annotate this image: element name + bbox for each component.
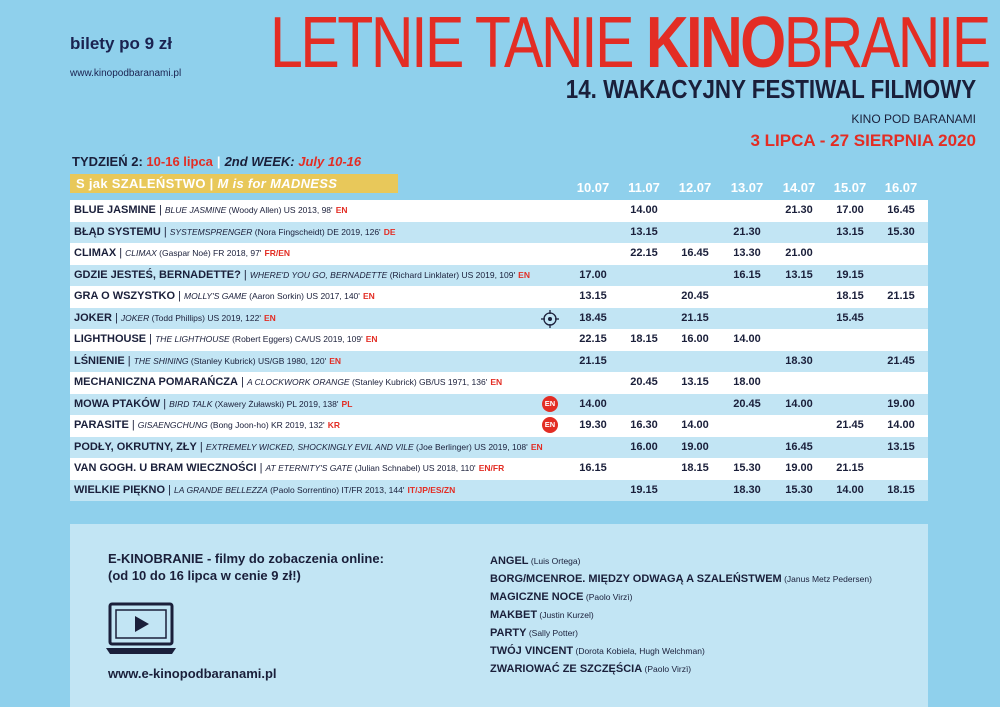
table-row <box>70 480 928 502</box>
theme-en: M is for MADNESS <box>217 176 338 191</box>
online-film-title: PARTY <box>490 627 527 639</box>
showtime[interactable]: 21.15 <box>579 354 607 367</box>
showtime[interactable]: 21.45 <box>836 419 864 431</box>
showtime[interactable]: 18.15 <box>681 462 709 474</box>
schedule-table <box>70 200 928 501</box>
showtime[interactable]: 16.15 <box>733 268 761 281</box>
online-film-title: MAGICZNE NOCE <box>490 591 584 603</box>
table-row <box>70 200 928 222</box>
film-title: LIGHTHOUSE <box>74 333 147 345</box>
title-part-1: LETNIE TANIE <box>270 3 646 83</box>
film-meta <box>184 291 360 301</box>
online-film-item <box>490 645 910 663</box>
showtime[interactable]: 14.00 <box>785 397 813 410</box>
day-header: 16.07 <box>884 180 918 195</box>
film-language: PL <box>341 398 353 409</box>
showtime[interactable]: 19.00 <box>681 440 709 453</box>
film-language: EN <box>518 269 530 280</box>
film-meta <box>155 334 363 344</box>
online-film-director: (Luis Ortega) <box>528 556 581 566</box>
film-title: MECHANICZNA POMARAŃCZA <box>74 376 238 388</box>
showtime[interactable]: 16.00 <box>681 333 709 345</box>
film-meta <box>121 313 261 323</box>
showtime[interactable]: 21.15 <box>681 311 709 324</box>
festival-subtitle: 14. WAKACYJNY FESTIWAL FILMOWY <box>565 74 976 104</box>
online-film-item <box>490 627 910 645</box>
laptop-play-icon <box>106 602 176 656</box>
festival-dates: 3 LIPCA - 27 SIERPNIA 2020 <box>750 131 976 150</box>
day-header: 11.07 <box>628 180 660 195</box>
website-link[interactable]: www.kinopodbaranami.pl <box>70 68 182 79</box>
film-meta <box>174 485 404 495</box>
film-original-title: EXTREMELY WICKED, SHOCKINGLY EVIL AND VILE <box>205 441 414 452</box>
online-film-director: (Dorota Kobiela, Hugh Welchman) <box>573 646 705 656</box>
film-credits: (Xawery Żuławski) PL 2019, 138' <box>212 398 339 409</box>
film-language: EN <box>490 377 503 387</box>
film-title: GDZIE JESTEŚ, BERNADETTE? <box>74 268 241 281</box>
film-meta <box>134 356 326 366</box>
showtime[interactable]: 15.45 <box>836 311 864 324</box>
table-row <box>70 394 928 416</box>
film-meta <box>165 205 333 215</box>
online-film-director: (Sally Potter) <box>526 628 578 638</box>
film-credits: (Gaspar Noé) FR 2018, 97' <box>156 248 262 258</box>
film-title: BŁĄD SYSTEMU <box>74 225 161 238</box>
film-credits: (Todd Phillips) US 2019, 122' <box>149 312 261 323</box>
film-info: GDZIE JESTEŚ, BERNADETTE? | WHERE'D YOU GO, BERNADETTE (Richard Linklater) US 2019, 109' EN <box>74 268 530 281</box>
film-credits: (Nora Fingscheidt) DE 2019, 126' <box>252 226 381 237</box>
film-language: IT/JP/ES/ZN <box>407 484 456 495</box>
showtime[interactable]: 14.00 <box>681 419 709 431</box>
film-title: BLUE JASMINE <box>74 204 156 216</box>
online-film-item <box>490 609 910 627</box>
online-film-director: (Justin Kurzel) <box>537 610 594 620</box>
showtime[interactable]: 17.00 <box>836 204 864 216</box>
week-dates-en: July 10-16 <box>298 154 362 169</box>
film-info: VAN GOGH. U BRAM WIECZNOŚCI | AT ETERNITY'S GATE (Julian Schnabel) US 2018, 110' EN/FR <box>74 462 505 474</box>
online-film-title: BORG/MCENROE. MIĘDZY ODWAGĄ A SZALEŃSTWEM <box>490 573 782 585</box>
showtime[interactable]: 20.45 <box>733 397 761 410</box>
title-part-2: BRANIE <box>783 3 989 83</box>
showtime[interactable]: 14.00 <box>887 419 915 431</box>
film-original-title: MOLLY'S GAME <box>184 291 247 301</box>
film-info: MECHANICZNA POMARAŃCZA | A CLOCKWORK ORANGE (Stanley Kubrick) GB/US 1971, 136' EN <box>74 376 503 388</box>
film-title: GRA O WSZYSTKO <box>74 290 176 302</box>
table-row <box>70 243 928 265</box>
showtime[interactable]: 19.30 <box>579 419 607 431</box>
film-credits: (Paolo Sorrentino) IT/FR 2013, 144' <box>267 484 405 495</box>
online-film-item <box>490 663 910 681</box>
film-credits: (Bong Joon-ho) KR 2019, 132' <box>207 420 325 430</box>
showtime[interactable]: 14.00 <box>630 204 658 216</box>
online-film-director: (Janus Metz Pedersen) <box>781 574 872 584</box>
showtime[interactable]: 16.45 <box>887 204 915 216</box>
film-info: GRA O WSZYSTKO | MOLLY'S GAME (Aaron Sorkin) US 2017, 140' EN <box>74 290 375 302</box>
showtime[interactable]: 22.15 <box>630 247 658 259</box>
showtime[interactable]: 18.15 <box>836 290 864 302</box>
festival-title <box>270 3 989 83</box>
film-meta <box>138 420 325 430</box>
film-original-title: JOKER <box>120 312 150 323</box>
showtime[interactable]: 21.15 <box>887 290 915 302</box>
week-separator: | <box>216 154 221 169</box>
online-film-list <box>490 555 910 681</box>
film-credits: (Stanley Kubrick) US/GB 1980, 120' <box>188 355 327 366</box>
film-meta <box>206 442 528 452</box>
film-original-title: A CLOCKWORK ORANGE <box>246 377 350 387</box>
film-title: VAN GOGH. U BRAM WIECZNOŚCI <box>74 462 257 474</box>
en-subtitles-badge: EN <box>542 396 558 412</box>
theme-pl: S jak SZALEŃSTWO <box>76 176 206 191</box>
e-kinobranie-title-line-2: (od 10 do 16 lipca w cenie 9 zł!) <box>108 568 301 583</box>
film-info: JOKER | JOKER (Todd Phillips) US 2019, 122' EN <box>74 311 276 324</box>
film-info: PODŁY, OKRUTNY, ZŁY | EXTREMELY WICKED, SHOCKINGLY EVIL AND VILE (Joe Berlinger) US 2019, 108' EN <box>74 440 543 453</box>
showtime[interactable]: 22.15 <box>579 333 607 345</box>
week-dates-pl: 10-16 lipca <box>146 154 213 169</box>
film-original-title: THE LIGHTHOUSE <box>155 334 230 344</box>
film-original-title: CLIMAX <box>125 248 157 258</box>
showtime[interactable]: 18.15 <box>630 333 658 345</box>
theme-banner <box>70 174 398 193</box>
film-credits: (Robert Eggers) CA/US 2019, 109' <box>229 334 363 344</box>
title-bold: KINO <box>645 3 784 83</box>
film-title: PODŁY, OKRUTNY, ZŁY <box>74 440 197 453</box>
table-row <box>70 329 928 351</box>
film-original-title: THE SHINING <box>133 355 189 366</box>
showtime[interactable]: 18.30 <box>785 354 813 367</box>
film-credits: (Stanley Kubrick) GB/US 1971, 136' <box>349 377 488 387</box>
day-header: 15.07 <box>833 180 867 195</box>
table-row <box>70 351 928 373</box>
e-kinobranie-title-line-1: E-KINOBRANIE - filmy do zobaczenia online: <box>108 551 384 566</box>
film-credits: (Julian Schnabel) US 2018, 110' <box>352 463 476 473</box>
showtime[interactable]: 19.00 <box>887 397 915 410</box>
film-language: DE <box>383 226 396 237</box>
film-title: WIELKIE PIĘKNO <box>74 483 166 496</box>
showtime[interactable]: 21.00 <box>785 247 813 259</box>
film-info: LŚNIENIE | THE SHINING (Stanley Kubrick) US/GB 1980, 120' EN <box>74 354 342 367</box>
showtime[interactable]: 21.15 <box>836 462 864 474</box>
film-meta <box>250 270 515 280</box>
showtime[interactable]: 15.30 <box>785 483 813 496</box>
film-language: EN <box>530 441 543 452</box>
online-film-title: ZWARIOWAĆ ZE SZCZĘŚCIA <box>490 663 643 675</box>
film-info: LIGHTHOUSE | THE LIGHTHOUSE (Robert Eggers) CA/US 2019, 109' EN <box>74 333 378 345</box>
showtime[interactable]: 14.00 <box>579 397 607 410</box>
ticket-price: bilety po 9 zł <box>70 34 173 53</box>
crosshair-icon <box>541 310 559 328</box>
showtime[interactable]: 19.15 <box>836 268 864 281</box>
showtime[interactable]: 20.45 <box>681 290 709 302</box>
showtime[interactable]: 18.15 <box>887 483 915 496</box>
film-language: EN <box>329 355 342 366</box>
showtime[interactable]: 19.00 <box>785 462 813 474</box>
showtime[interactable]: 16.45 <box>785 440 813 453</box>
film-title: LŚNIENIE <box>74 354 125 367</box>
table-row <box>70 308 928 330</box>
film-info: MOWA PTAKÓW | BIRD TALK (Xawery Żuławski) PL 2019, 138' PL <box>74 397 353 410</box>
film-original-title: LA GRANDE BELLEZZA <box>174 484 268 495</box>
showtime[interactable]: 21.30 <box>733 225 761 238</box>
showtime[interactable]: 18.30 <box>733 483 761 496</box>
showtime[interactable]: 16.45 <box>681 247 709 259</box>
online-film-director: (Paolo Virzì) <box>642 664 692 674</box>
showtime[interactable]: 18.00 <box>733 376 761 388</box>
online-film-title: TWÓJ VINCENT <box>490 645 574 657</box>
film-credits: (Joe Berlinger) US 2019, 108' <box>413 441 528 452</box>
showtime[interactable]: 14.00 <box>733 333 761 345</box>
film-meta <box>247 377 487 387</box>
table-row <box>70 437 928 459</box>
theme-separator: | <box>205 176 218 191</box>
showtime[interactable]: 13.15 <box>785 268 813 281</box>
film-info: BLUE JASMINE | BLUE JASMINE (Woody Allen) US 2013, 98' EN <box>74 204 348 216</box>
online-film-title: ANGEL <box>490 555 529 567</box>
film-info: PARASITE | GISAENGCHUNG (Bong Joon-ho) KR 2019, 132' KR <box>74 419 340 431</box>
online-film-item <box>490 591 910 609</box>
showtime[interactable]: 13.15 <box>887 440 915 453</box>
day-header: 12.07 <box>678 180 712 195</box>
film-language: EN <box>362 291 375 301</box>
film-credits: (Aaron Sorkin) US 2017, 140' <box>246 291 360 301</box>
showtime[interactable]: 21.45 <box>887 354 915 367</box>
film-title: PARASITE <box>74 419 129 431</box>
showtime[interactable]: 13.15 <box>630 225 658 238</box>
table-row <box>70 286 928 308</box>
e-kinobranie-url[interactable]: www.e-kinopodbaranami.pl <box>108 666 277 681</box>
showtime[interactable]: 16.00 <box>630 440 658 453</box>
film-original-title: AT ETERNITY'S GATE <box>265 463 353 473</box>
film-original-title: BLUE JASMINE <box>164 205 227 215</box>
film-title: JOKER <box>74 311 112 324</box>
film-info: WIELKIE PIĘKNO | LA GRANDE BELLEZZA (Paolo Sorrentino) IT/FR 2013, 144' IT/JP/ES/ZN <box>74 483 456 496</box>
showtime[interactable]: 13.15 <box>681 376 709 388</box>
film-language: FR/EN <box>264 248 290 258</box>
film-title: CLIMAX <box>74 247 117 259</box>
showtime[interactable]: 21.30 <box>785 204 813 216</box>
online-film-item <box>490 573 910 591</box>
day-header-row <box>568 180 928 198</box>
film-meta <box>169 399 338 409</box>
online-film-director: (Paolo Virzì) <box>583 592 633 602</box>
table-row <box>70 415 928 437</box>
day-header: 10.07 <box>576 180 610 195</box>
film-language: EN <box>365 334 378 344</box>
film-language: EN/FR <box>478 463 505 473</box>
film-credits: (Woody Allen) US 2013, 98' <box>226 205 333 215</box>
film-language: EN <box>335 205 348 215</box>
table-row <box>70 222 928 244</box>
film-original-title: BIRD TALK <box>169 398 213 409</box>
venue-name: KINO POD BARANAMI <box>851 112 976 126</box>
showtime[interactable]: 13.15 <box>579 290 607 302</box>
film-info: CLIMAX | CLIMAX (Gaspar Noé) FR 2018, 97' FR/EN <box>74 247 290 259</box>
showtime[interactable]: 13.15 <box>836 225 864 238</box>
film-language: EN <box>264 312 276 323</box>
showtime[interactable]: 15.30 <box>887 225 915 238</box>
en-subtitles-badge: EN <box>542 417 558 433</box>
showtime[interactable]: 15.30 <box>733 462 761 474</box>
film-meta <box>125 248 261 258</box>
showtime[interactable]: 17.00 <box>579 268 607 281</box>
film-info: BŁĄD SYSTEMU | SYSTEMSPRENGER (Nora Fingscheidt) DE 2019, 126' DE <box>74 225 396 238</box>
showtime[interactable]: 18.45 <box>579 311 607 324</box>
film-original-title: GISAENGCHUNG <box>137 420 208 430</box>
film-meta <box>170 227 381 237</box>
showtime[interactable]: 16.15 <box>579 462 607 474</box>
film-title: MOWA PTAKÓW <box>74 397 161 410</box>
week-label-en: 2nd WEEK: <box>224 154 295 169</box>
showtime[interactable]: 19.15 <box>630 483 658 496</box>
showtime[interactable]: 20.45 <box>630 376 658 388</box>
film-original-title: SYSTEMSPRENGER <box>169 226 253 237</box>
showtime[interactable]: 14.00 <box>836 483 864 496</box>
table-row <box>70 372 928 394</box>
week-heading <box>72 154 361 169</box>
showtime[interactable]: 13.30 <box>733 247 761 259</box>
table-row <box>70 458 928 480</box>
film-credits: (Richard Linklater) US 2019, 109' <box>387 269 516 280</box>
online-film-title: MAKBET <box>490 609 538 621</box>
week-label-pl: TYDZIEŃ 2: <box>72 154 143 169</box>
day-header: 14.07 <box>782 180 816 195</box>
film-meta <box>266 463 476 473</box>
film-original-title: WHERE'D YOU GO, BERNADETTE <box>249 269 388 280</box>
e-kinobranie-title <box>108 550 438 584</box>
film-language: KR <box>327 420 340 430</box>
online-film-item <box>490 555 910 573</box>
table-row <box>70 265 928 287</box>
day-header: 13.07 <box>730 180 764 195</box>
showtime[interactable]: 16.30 <box>630 419 658 431</box>
